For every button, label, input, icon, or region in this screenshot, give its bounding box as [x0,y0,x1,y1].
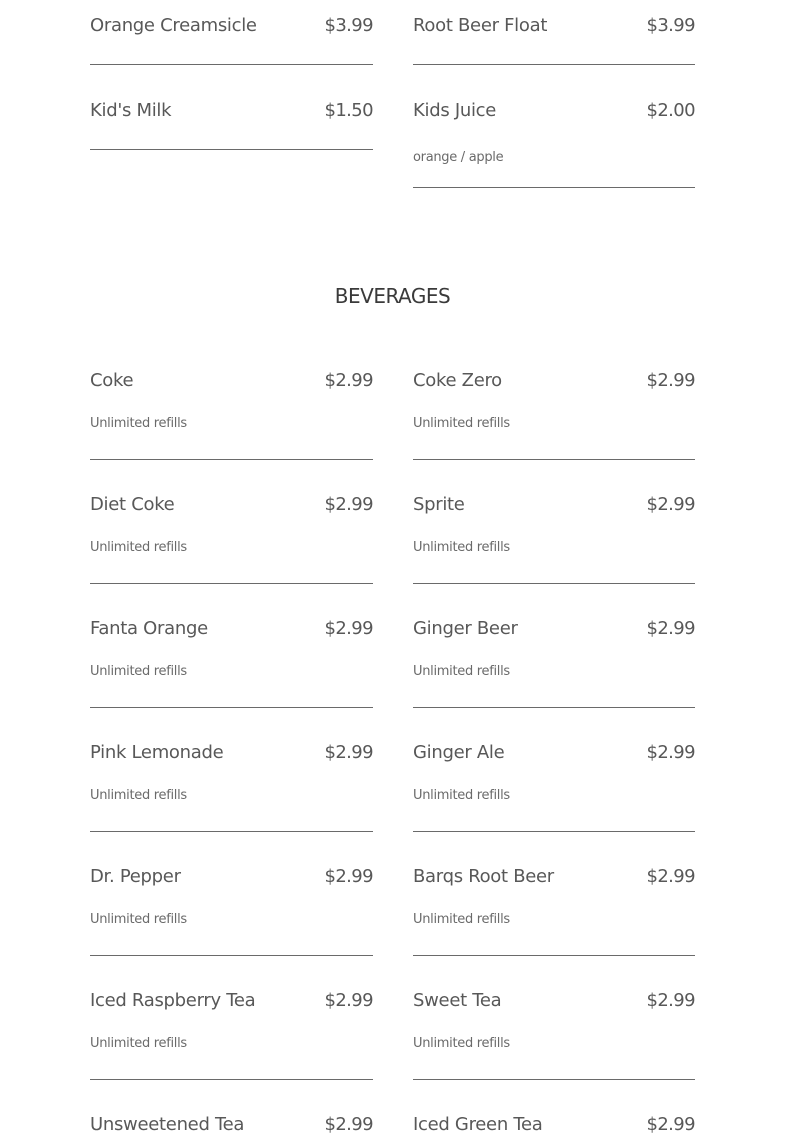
menu-item [413,741,695,832]
item-name: Orange Creamsicle [90,15,257,36]
item-name: Coke Zero [413,370,502,391]
item-description: Unlimited refills [413,540,510,555]
item-description: Unlimited refills [413,788,510,803]
item-price: $2.99 [324,618,373,639]
item-price: $3.99 [324,15,373,36]
item-name: Sweet Tea [413,990,502,1011]
item-price: $2.99 [324,1114,373,1135]
item-name: Diet Coke [90,494,175,515]
menu-item [413,14,695,65]
menu-item [413,493,695,584]
item-name: Iced Green Tea [413,1114,543,1135]
item-price: $2.99 [324,494,373,515]
item-description: Unlimited refills [90,540,187,555]
item-description: orange / apple [413,150,504,165]
item-price: $2.99 [646,742,695,763]
item-price: $2.99 [324,370,373,391]
item-description: Unlimited refills [90,664,187,679]
menu-item [413,617,695,708]
menu-item [90,99,373,150]
item-name: Root Beer Float [413,15,548,36]
item-name: Fanta Orange [90,618,208,639]
item-price: $2.99 [646,370,695,391]
item-price: $2.99 [646,866,695,887]
item-price: $2.00 [646,100,695,121]
menu-item [90,741,373,832]
item-name: Kids Juice [413,100,497,121]
menu-item [413,989,695,1080]
item-description: Unlimited refills [413,912,510,927]
item-name: Sprite [413,494,465,515]
item-price: $3.99 [646,15,695,36]
item-description: Unlimited refills [90,1036,187,1051]
item-name: Kid's Milk [90,100,172,121]
menu-item [413,96,695,188]
item-name: Ginger Ale [413,742,505,763]
item-price: $2.99 [646,990,695,1011]
item-name: Barqs Root Beer [413,866,554,887]
menu-item [413,865,695,956]
item-description: Unlimited refills [413,664,510,679]
item-price: $2.99 [324,742,373,763]
item-description: Unlimited refills [90,416,187,431]
item-name: Coke [90,370,134,391]
menu-item [90,1113,373,1139]
menu-item [90,989,373,1080]
item-price: $2.99 [324,990,373,1011]
menu-item [90,14,373,65]
item-name: Dr. Pepper [90,866,181,887]
item-price: $2.99 [646,618,695,639]
item-name: Iced Raspberry Tea [90,990,256,1011]
item-price: $1.50 [324,100,373,121]
item-price: $2.99 [646,494,695,515]
menu-item [90,617,373,708]
item-price: $2.99 [324,866,373,887]
item-description: Unlimited refills [90,788,187,803]
menu-item [413,369,695,460]
item-name: Ginger Beer [413,618,518,639]
item-description: Unlimited refills [413,416,510,431]
menu-item [90,369,373,460]
item-description: Unlimited refills [90,912,187,927]
item-name: Pink Lemonade [90,742,224,763]
item-name: Unsweetened Tea [90,1114,245,1135]
menu-item [90,493,373,584]
menu-item [90,865,373,956]
item-price: $2.99 [646,1114,695,1135]
menu-item [413,1113,695,1139]
section-title-beverages: BEVERAGES [334,284,451,308]
item-description: Unlimited refills [413,1036,510,1051]
